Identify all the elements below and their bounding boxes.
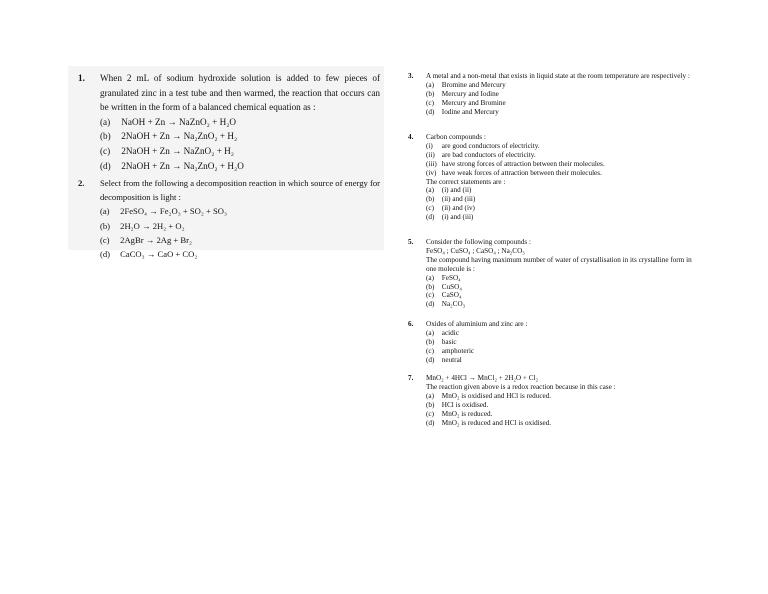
question-stem: MnO₂ + 4HCl → MnCl₂ + 2H₂O + Cl₂ bbox=[426, 374, 539, 382]
question-number: 3. bbox=[408, 72, 414, 80]
option-c: (c) 2AgBr → 2Ag + Br₂ bbox=[100, 234, 192, 245]
option-c: (c) 2NaOH + Zn → NaZnO₂ + H₂ bbox=[100, 145, 235, 156]
statement-ii: (ii) are bad conductors of electricity. bbox=[426, 150, 536, 159]
option-b: (b) 2NaOH + Zn → Na₂ZnO₂ + H₂ bbox=[100, 131, 238, 142]
question-stem: Consider the following compounds : bbox=[426, 238, 532, 246]
question-number: 4. bbox=[408, 133, 414, 141]
question-number: 7. bbox=[408, 374, 414, 382]
statement-iv: (iv) have weak forces of attraction between their molecules. bbox=[426, 168, 602, 177]
question-prompt: The compound having maximum number of water of crystallisation in its crystalline form in one molecule is : bbox=[426, 255, 692, 273]
option-d: (d) Na₂CO₃ bbox=[426, 300, 466, 309]
option-b: (b) HCl is oxidised. bbox=[426, 400, 489, 409]
question-prompt: The correct statements are : bbox=[426, 177, 506, 186]
option-c: (c) amphoteric bbox=[426, 346, 475, 355]
option-d: (d) neutral bbox=[426, 355, 462, 364]
question-6 bbox=[408, 320, 693, 365]
option-d: (d) Iodine and Mercury bbox=[426, 107, 499, 116]
question-stem: Oxides of aluminium and zinc are : bbox=[426, 320, 528, 328]
question-stem: Carbon compounds : bbox=[426, 133, 486, 141]
option-b: (b) 2H₂O → 2H₂ + O₂ bbox=[100, 220, 185, 231]
question-1 bbox=[78, 71, 380, 173]
option-b: (b) (ii) and (iii) bbox=[426, 195, 476, 204]
option-b: (b) basic bbox=[426, 337, 457, 346]
option-a: (a) 2FeSO₄ → Fe₂O₃ + SO₂ + SO₃ bbox=[100, 206, 227, 217]
option-c: (c) Mercury and Bromine bbox=[426, 98, 506, 107]
question-4 bbox=[408, 133, 693, 222]
option-a: (a) acidic bbox=[426, 328, 459, 337]
question-number: 6. bbox=[408, 320, 414, 328]
option-d: (d) CaCO₃ → CaO + CO₂ bbox=[100, 249, 198, 260]
question-7 bbox=[408, 374, 693, 427]
option-c: (c) CaSO₄ bbox=[426, 291, 462, 300]
question-stem: Select from the following a decomposition reaction in which source of energy for decomposition is light : bbox=[100, 178, 381, 203]
option-b: (b) CuSO₄ bbox=[426, 282, 462, 291]
option-a: (a) MnO₂ is oxidised and HCl is reduced. bbox=[426, 391, 552, 400]
option-d: (d) 2NaOH + Zn → Na₂ZnO₂ + H₂O bbox=[100, 160, 244, 171]
option-c: (c) (ii) and (iv) bbox=[426, 204, 475, 213]
option-a: (a) (i) and (ii) bbox=[426, 186, 472, 195]
question-5 bbox=[408, 238, 693, 309]
statement-iii: (iii) have strong forces of attraction between their molecules. bbox=[426, 159, 605, 168]
compound-list: FeSO₄ ; CuSO₄ ; CaSO₄ ; Na₂CO₃ bbox=[426, 246, 525, 255]
option-b: (b) Mercury and Iodine bbox=[426, 89, 499, 98]
option-a: (a) NaOH + Zn → NaZnO₂ + H₂O bbox=[100, 116, 237, 127]
option-a: (a) Bromine and Mercury bbox=[426, 80, 506, 89]
question-number: 5. bbox=[408, 238, 414, 246]
option-d: (d) MnO₂ is reduced and HCl is oxidised. bbox=[426, 418, 552, 427]
question-prompt: The reaction given above is a redox reaction because in this case : bbox=[426, 382, 616, 391]
question-3 bbox=[408, 72, 693, 117]
question-stem: When 2 mL of sodium hydroxide solution is added to few pieces of granulated zinc in a test tube and then warmed, the reaction that occurs can be written in the form of a balanced chemical equation as : bbox=[100, 73, 380, 113]
option-a: (a) FeSO₄ bbox=[426, 273, 461, 282]
statement-i: (i) are good conductors of electricity. bbox=[426, 141, 540, 150]
question-2 bbox=[78, 176, 380, 261]
question-number: 1. bbox=[78, 73, 85, 83]
option-d: (d) (i) and (iii) bbox=[426, 213, 474, 222]
option-c: (c) MnO₂ is reduced. bbox=[426, 409, 493, 418]
question-number: 2. bbox=[78, 178, 85, 188]
question-stem: A metal and a non-metal that exists in liquid state at the room temperature are respectively : bbox=[426, 72, 690, 80]
